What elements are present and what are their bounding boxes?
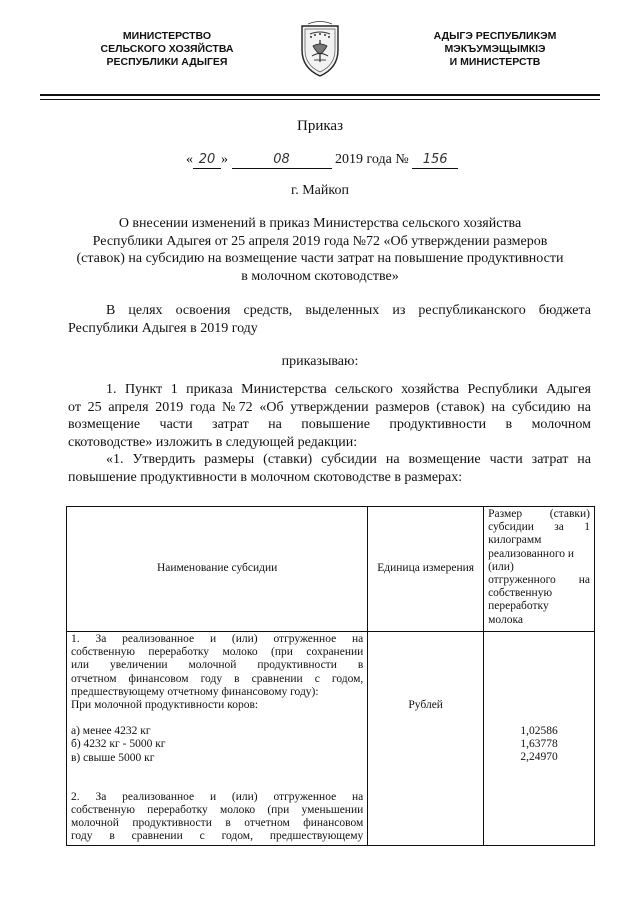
column-header-subsidy-name: Наименование субсидии	[67, 507, 368, 632]
rate-header-line: Размер (ставки)	[488, 508, 590, 520]
subsidy-text-line: отчетном финансовом году в сравнении с годом,	[71, 672, 364, 685]
subsidy-text-line: При молочной продуктивности коров:	[71, 699, 259, 712]
order-number: 156	[422, 152, 448, 167]
subsidy-text-line: году в сравнении с годом, предшествующему	[71, 830, 364, 843]
rate-values-cell	[484, 632, 595, 846]
productivity-tier: в) свыше 5000 кг	[71, 751, 155, 764]
subsidy-text-line: молочной продуктивности в отчетном финансовом	[71, 817, 364, 830]
point-one-quote-line: повышение продуктивности в молочном скотоводстве в размерах:	[68, 469, 463, 485]
preamble-line: В целях освоения средств, выделенных из республиканского бюджета	[106, 303, 591, 318]
subject-line: О внесении изменений в приказ Министерства сельского хозяйства	[118, 216, 522, 231]
order-word: приказываю:	[281, 354, 359, 369]
header-divider-thin	[40, 99, 600, 100]
date-year-text: 2019 года №	[335, 152, 409, 167]
header-right-line: И МИНИСТЕРСТВ	[449, 56, 541, 68]
productivity-tier: а) менее 4232 кг	[71, 725, 151, 738]
column-header-unit: Единица измерения	[368, 507, 484, 632]
point-one-quote-line: «1. Утвердить размеры (ставки) субсидии на возмещение части затрат на	[106, 452, 591, 467]
date-month: 08	[273, 152, 290, 167]
subject-line: (ставок) на субсидию на возмещение части затрат на повышение продуктивности	[76, 251, 564, 266]
point-one-paragraph	[68, 381, 591, 486]
subsidy-text-line: 2. За реализованное и (или) отгруженное на	[71, 790, 364, 803]
order-date-line	[186, 152, 458, 169]
spacer	[71, 712, 363, 725]
city-name: г. Майкоп	[291, 183, 349, 198]
ministry-name-russian	[72, 30, 262, 69]
order-subject	[70, 215, 570, 285]
date-quote-open: «	[186, 152, 193, 167]
subsidy-rates-table	[66, 506, 595, 846]
header-left-line: МИНИСТЕРСТВО	[122, 30, 212, 42]
table-row	[67, 632, 595, 846]
date-day: 20	[198, 152, 216, 167]
header-right-line: АДЫГЭ РЕСПУБЛИКЭМ	[433, 30, 557, 42]
spacer	[71, 778, 363, 791]
date-quote-close: »	[221, 152, 228, 167]
point-one-line: возмещение части затрат на повышение продуктивности в молочном	[68, 417, 591, 432]
rate-header-line: реализованного и	[488, 547, 575, 560]
spacer	[71, 765, 363, 778]
unit-value: Рублей	[408, 699, 443, 711]
rate-header-line: (или)	[488, 560, 514, 573]
coat-of-arms-emblem-icon	[296, 20, 344, 78]
preamble-line: Республики Адыгея в 2019 году	[68, 320, 258, 336]
subsidy-text-line: собственную переработку молоко (при сохранении	[71, 646, 364, 659]
rate-header-line: субсидии за 1	[488, 521, 590, 534]
point-one-line: от 25 апреля 2019 года №72 «Об утверждении размеров (ставок) на субсидию на	[68, 399, 591, 415]
productivity-tier: б) 4232 кг - 5000 кг	[71, 738, 166, 751]
table-header-row	[67, 507, 595, 632]
rate-header-line: отгруженного на	[488, 574, 590, 587]
header-divider-thick	[40, 94, 600, 96]
point-one-line: скотоводстве» изложить в следующей редакции:	[68, 434, 358, 450]
subject-line: Республики Адыгея от 25 апреля 2019 года №72 «Об утверждении размеров	[92, 233, 548, 249]
subsidy-text-line: или увеличении молочной продуктивности в	[71, 659, 364, 672]
document-title: Приказ	[296, 118, 343, 134]
column-header-rate	[484, 507, 595, 632]
rate-header-line: молока	[488, 613, 523, 626]
subsidy-text-line: собственную переработку молоко (при уменьшении	[71, 804, 364, 817]
header-left-line: РЕСПУБЛИКИ АДЫГЕЯ	[106, 56, 228, 68]
unit-cell	[368, 632, 484, 846]
rate-value: 1,02586	[520, 725, 558, 737]
subject-line: в молочном скотоводстве»	[241, 268, 399, 284]
header-left-line: СЕЛЬСКОГО ХОЗЯЙСТВА	[100, 43, 234, 55]
rate-header-line: килограмм	[488, 534, 542, 547]
subsidy-description-cell	[67, 632, 368, 846]
subsidy-text-line: предшествующему отчетному финансовому году):	[71, 685, 319, 698]
rate-header-line: собственную	[488, 587, 553, 600]
header-right-line: МЭКЪУМЭЩЫМКІЭ	[444, 43, 546, 55]
subsidy-text-line: 1. За реализованное и (или) отгруженное на	[71, 633, 364, 645]
rate-header-line: переработку	[488, 600, 549, 613]
rate-value: 2,24970	[520, 751, 558, 764]
point-one-line: 1. Пункт 1 приказа Министерства сельского хозяйства Республики Адыгея	[106, 382, 591, 397]
rate-value: 1,63778	[520, 738, 558, 751]
preamble-paragraph	[68, 302, 591, 337]
ministry-name-adyghe	[400, 30, 590, 69]
